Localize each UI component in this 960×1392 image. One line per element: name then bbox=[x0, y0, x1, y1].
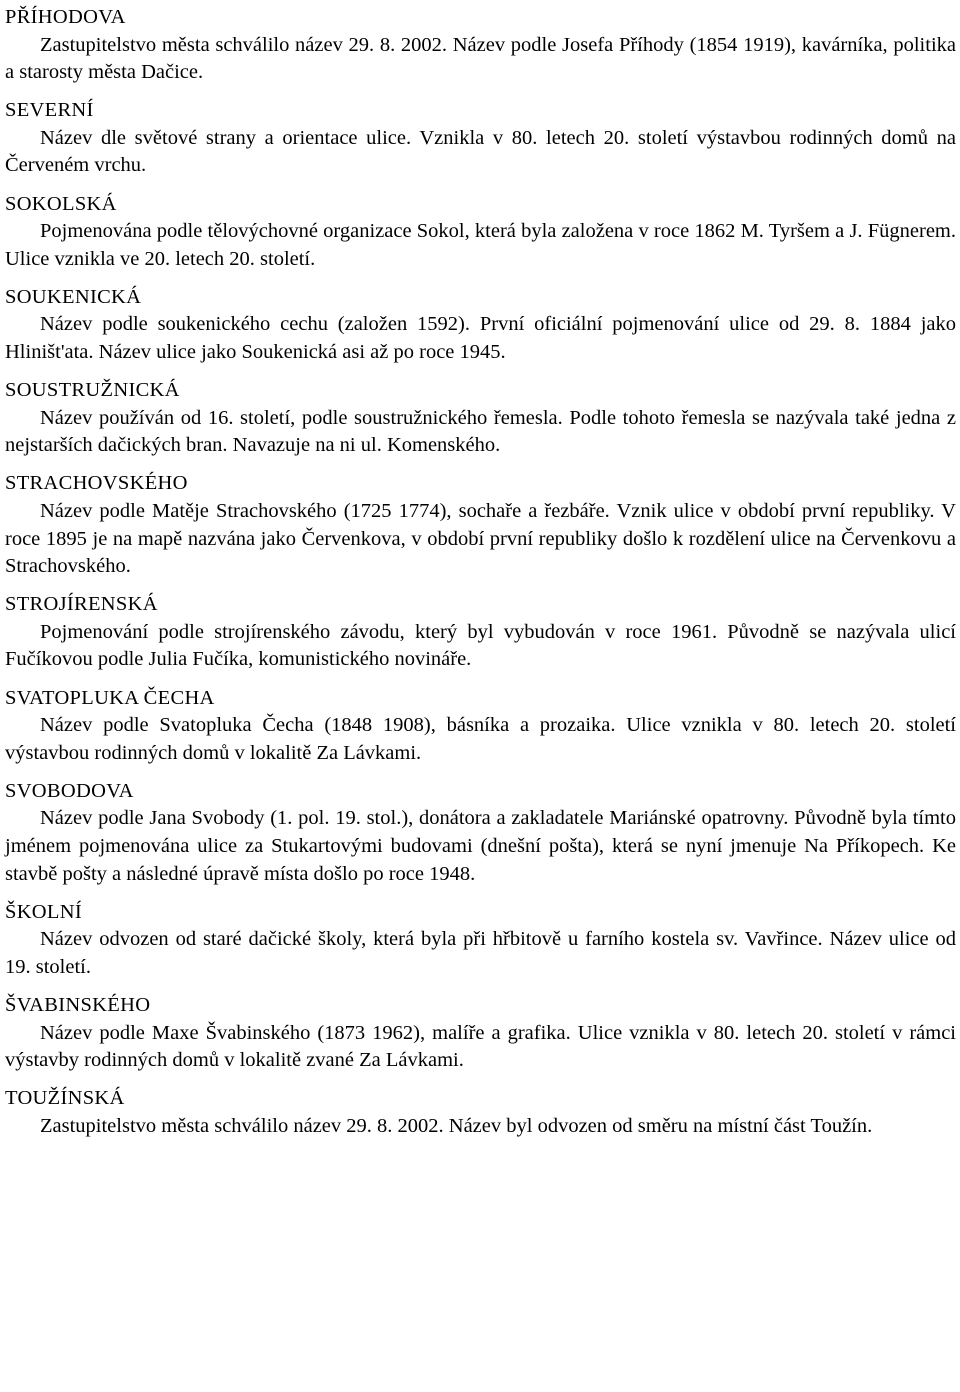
street-entry-svatopluka-cecha bbox=[5, 685, 956, 768]
street-description: Název podle soukenického cechu (založen 1592). První oficiální pojmenování ulice od 29. 8. 1884 jako Hliništ'ata. Název ulice jako Soukenická asi až po roce 1945. bbox=[5, 313, 956, 364]
street-description: Název podle Svatopluka Čecha (1848 1908), básníka a prozaika. Ulice vznikla v 80. letech 20. století výstavbou rodinných domů v lokalitě Za Lávkami. bbox=[5, 714, 956, 764]
street-heading: SOUSTRUŽNICKÁ bbox=[5, 379, 180, 402]
street-heading: SEVERNÍ bbox=[5, 99, 94, 122]
street-description: Název podle Jana Svobody (1. pol. 19. stol.), donátora a zakladatele Mariánské opatrovny. Původně byla tímto jménem pojmenována ulice za Stukartovými budovami (dnešní pošta), která se nyní jmenuje Na Příkopech. Ke stavbě pošty a následné úpravě místa došlo po roce 1948. bbox=[5, 807, 956, 885]
street-entry-strojirenska bbox=[5, 591, 956, 674]
street-entry-soustruznicka bbox=[5, 377, 956, 460]
street-heading: TOUŽÍNSKÁ bbox=[5, 1087, 125, 1110]
street-entry-strachovskeho bbox=[5, 470, 956, 580]
street-description: Název dle světové strany a orientace ulice. Vznikla v 80. letech 20. století výstavbou rodinných domů na Červeném vrchu. bbox=[5, 126, 956, 177]
street-entry-sokolska bbox=[5, 191, 956, 274]
street-entry-svabinskeho bbox=[5, 992, 956, 1075]
street-description: Název podle Maxe Švabinského (1873 1962), malíře a grafika. Ulice vznikla v 80. letech 20. století v rámci výstavby rodinných domů v lokalitě zvané Za Lávkami. bbox=[5, 1021, 956, 1072]
street-description: Zastupitelstvo města schválilo název 29. 8. 2002. Název byl odvozen od směru na místní část Toužín. bbox=[40, 1114, 873, 1137]
street-heading: SVOBODOVA bbox=[5, 779, 134, 802]
street-heading: SOKOLSKÁ bbox=[5, 192, 117, 215]
street-heading: ŠVABINSKÉHO bbox=[5, 994, 151, 1016]
street-description: Název odvozen od staré dačické školy, která byla při hřbitově u farního kostela sv. Vavřince. Název ulice od 19. století. bbox=[5, 928, 956, 978]
street-description: Pojmenována podle tělovýchovné organizace Sokol, která byla založena v roce 1862 M. Tyršem a J. Fügnerem. Ulice vznikla ve 20. letech 20. století. bbox=[5, 220, 956, 270]
street-entry-prihodova bbox=[5, 4, 956, 87]
street-heading: SVATOPLUKA ČECHA bbox=[5, 686, 215, 709]
street-heading: SOUKENICKÁ bbox=[5, 285, 142, 308]
street-heading: PŘÍHODOVA bbox=[5, 6, 126, 28]
document-page bbox=[5, 4, 956, 1151]
street-description: Zastupitelstvo města schválilo název 29. 8. 2002. Název podle Josefa Příhody (1854 1919), kavárníka, politika a starosty města Dačice. bbox=[5, 33, 956, 84]
street-entry-soukenicka bbox=[5, 284, 956, 367]
street-description: Pojmenování podle strojírenského závodu, který byl vybudován v roce 1961. Původně se nazývala ulicí Fučíkovou podle Julia Fučíka, komunistického novináře. bbox=[5, 620, 956, 671]
street-description: Název používán od 16. století, podle soustružnického řemesla. Podle tohoto řemesla se nazývala také jedna z nejstarších dačických bran. Navazuje na ni ul. Komenského. bbox=[5, 406, 956, 457]
street-entry-touzinska bbox=[5, 1085, 956, 1140]
street-heading: STROJÍRENSKÁ bbox=[5, 593, 158, 616]
street-description: Název podle Matěje Strachovského (1725 1774), sochaře a řezbáře. Vznik ulice v období první republiky. V roce 1895 je na mapě nazvána jako Červenkova, v období první republiky došlo k rozdělení ulice na Červenkovu a Strachovského. bbox=[5, 500, 956, 578]
street-entry-severni bbox=[5, 97, 956, 180]
street-entry-skolni bbox=[5, 899, 956, 982]
street-heading: ŠKOLNÍ bbox=[5, 900, 82, 923]
street-entry-svobodova bbox=[5, 778, 956, 888]
street-heading: STRACHOVSKÉHO bbox=[5, 472, 188, 495]
